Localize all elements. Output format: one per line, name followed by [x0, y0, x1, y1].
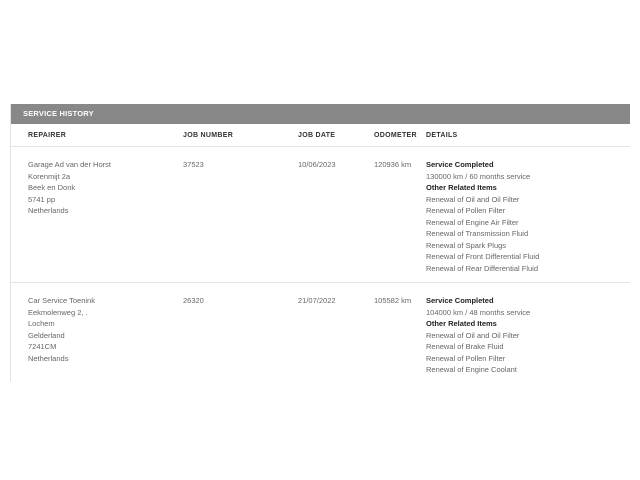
- service-name: 104000 km / 48 months service: [426, 307, 531, 317]
- repairer-country: Netherlands: [28, 206, 69, 215]
- table-row: [11, 283, 630, 382]
- related-item: Renewal of Engine Air Filter: [426, 217, 519, 227]
- related-item: Renewal of Transmission Fluid: [426, 229, 529, 238]
- related-item: Renewal of Pollen Filter: [426, 206, 506, 215]
- repairer-address: [28, 295, 95, 364]
- repairer-city: Lochem: [28, 319, 55, 328]
- other-related-label: Other Related Items: [426, 319, 497, 328]
- job-number: 26320: [183, 296, 204, 305]
- repairer-city: Beek en Donk: [28, 183, 76, 192]
- related-item: Renewal of Rear Differential Fluid: [426, 263, 538, 273]
- related-item: Renewal of Brake Fluid: [426, 342, 504, 351]
- service-completed-label: Service Completed: [426, 296, 494, 305]
- column-header-job-number: JOB NUMBER: [183, 132, 234, 139]
- repairer-street: Eekmolenweg 2, .: [28, 307, 88, 317]
- other-related-label: Other Related Items: [426, 183, 497, 192]
- service-history-card: [10, 104, 630, 382]
- related-item: Renewal of Oil and Oil Filter: [426, 330, 520, 340]
- repairer-region: Gelderland: [28, 330, 65, 340]
- job-date: 10/06/2023: [298, 160, 336, 169]
- column-header-details: DETAILS: [426, 132, 458, 139]
- repairer-postcode: 7241CM: [28, 342, 57, 351]
- repairer-postcode: 5741 pp: [28, 194, 56, 204]
- repairer-address: [28, 159, 111, 217]
- job-number: 37523: [183, 160, 204, 169]
- odometer: 120936 km: [374, 160, 412, 169]
- details: [426, 295, 530, 376]
- job-date: 21/07/2022: [298, 296, 336, 305]
- repairer-name: Car Service Toenink: [28, 296, 95, 305]
- repairer-country: Netherlands: [28, 353, 69, 363]
- service-name: 130000 km / 60 months service: [426, 171, 531, 181]
- repairer-street: Korenmijt 2a: [28, 171, 71, 181]
- related-item: Renewal of Spark Plugs: [426, 240, 507, 250]
- service-completed-label: Service Completed: [426, 160, 494, 169]
- column-header-job-date: JOB DATE: [298, 132, 336, 139]
- repairer-name: Garage Ad van der Horst: [28, 160, 111, 169]
- related-item: Renewal of Pollen Filter: [426, 353, 506, 363]
- odometer: 105582 km: [374, 296, 412, 305]
- table-row: [11, 147, 630, 283]
- related-item: Renewal of Oil and Oil Filter: [426, 194, 520, 204]
- related-item: Renewal of Front Differential Fluid: [426, 252, 540, 261]
- section-title: SERVICE HISTORY: [11, 104, 630, 124]
- details: [426, 159, 539, 274]
- related-item: Renewal of Engine Coolant: [426, 365, 517, 374]
- table-header: [11, 124, 630, 147]
- column-header-odometer: ODOMETER: [374, 132, 417, 139]
- column-header-repairer: REPAIRER: [28, 132, 67, 139]
